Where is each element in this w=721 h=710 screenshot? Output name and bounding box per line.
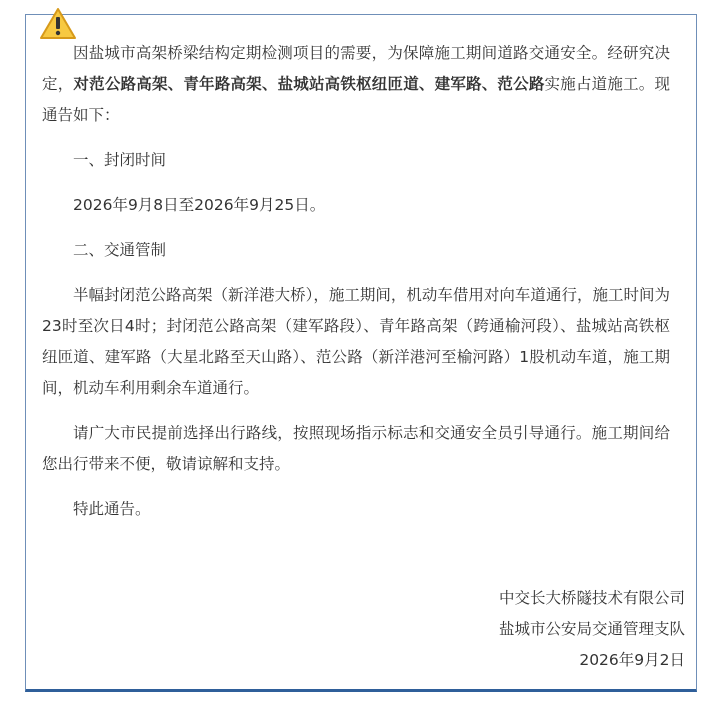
signature-date: 2026年9月2日: [579, 651, 685, 669]
signature-org2: 盐城市公安局交通管理支队: [498, 620, 685, 638]
intro-text-1: 因盐城市高架桥梁结构定期检测项目的需要，为保障施工期间道路交通安全。经研究决定，: [42, 44, 670, 93]
warning-triangle-icon: [39, 7, 77, 40]
section1-text: 2026年9月8日至2026年9月25日。: [73, 196, 326, 214]
intro-text-2: 实施占道施工。现通告如下：: [42, 75, 670, 124]
advice-text: 请广大市民提前选择出行路线，按照现场指示标志和交通安全员引导通行。施工期间给您出行带来不便，敬请谅解和支持。: [42, 424, 670, 473]
intro-bold-roads: 对范公路高架、青年路高架、盐城站高铁枢纽匝道、建军路、范公路: [73, 75, 545, 93]
section2-heading: 二、交通管制: [73, 241, 167, 259]
section2-text: 半幅封闭范公路高架（新洋港大桥），施工期间，机动车借用对向车道通行，施工时间为23时至次日4时；封闭范公路高架（建军路段）、青年路高架（跨通榆河段）、盐城站高铁枢纽匝道、建军路（大星北路至天山路）、范公路（新洋港河至榆河路）1股机动车道，施工期间，机动车利用剩余车道通行。: [42, 286, 670, 397]
intro-paragraph: [42, 38, 670, 131]
notice-body: [42, 38, 670, 525]
closing-text: 特此通告。: [73, 500, 151, 518]
section1-heading: 一、封闭时间: [73, 151, 167, 169]
signature-org1: 中交长大桥隧技术有限公司: [498, 589, 685, 607]
